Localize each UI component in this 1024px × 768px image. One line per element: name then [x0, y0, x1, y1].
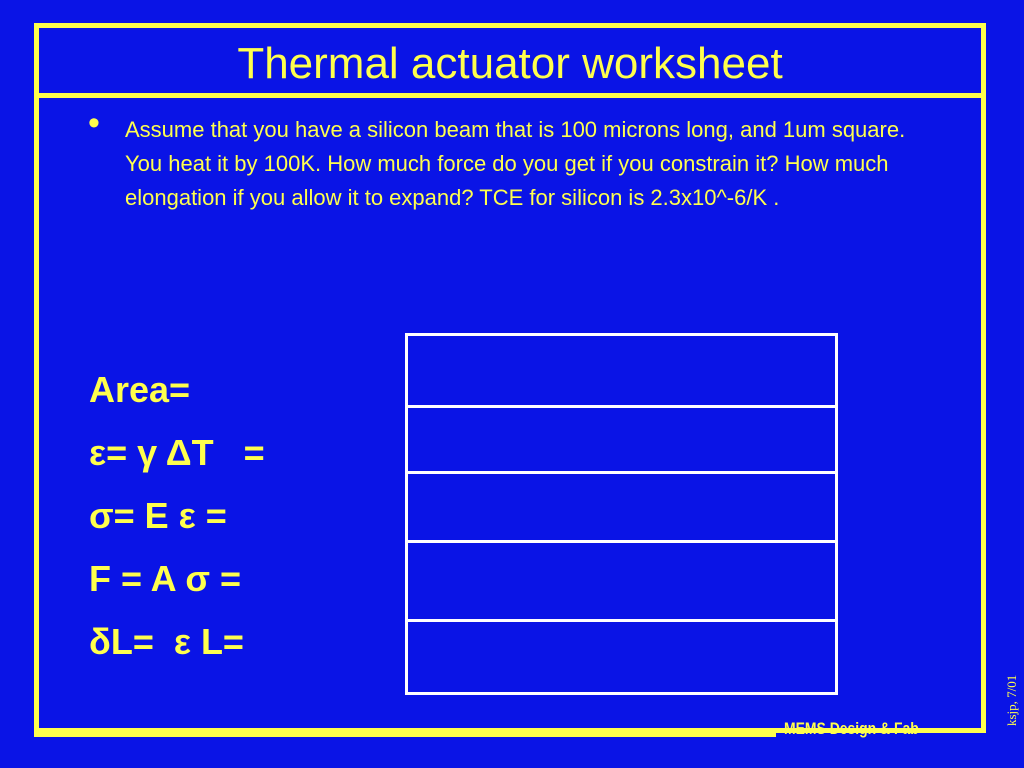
equation-strain: ε= γ ΔT =: [89, 432, 265, 473]
answer-cell-stress: [408, 471, 835, 540]
equation-list: [89, 358, 265, 673]
equation-elongation: δL= ε L=: [89, 621, 244, 662]
answer-cell-force: [408, 540, 835, 619]
equation-stress: σ= E ε =: [89, 495, 227, 536]
equation-area: Area=: [89, 369, 191, 410]
author-date-note: ksjp, 7/01: [1004, 674, 1019, 726]
bullet-icon: •: [88, 104, 100, 142]
answer-cell-elongation: [408, 619, 835, 695]
equation-force: F = A σ =: [89, 558, 241, 599]
problem-statement: Assume that you have a silicon beam that is 100 microns long, and 1um square. You heat it by 100K. How much force do you get if you constrain it? How much elongation if you allow it to expand? TCE for silicon is 2.3x10^-6/K .: [125, 117, 906, 210]
answer-cell-strain: [408, 405, 835, 471]
answer-cell-area: [408, 336, 835, 405]
answer-table: [405, 333, 838, 695]
course-footer: MEMS Design & Fab: [784, 719, 919, 738]
footer-rule: [34, 733, 776, 737]
slide-title: Thermal actuator worksheet: [237, 39, 783, 88]
